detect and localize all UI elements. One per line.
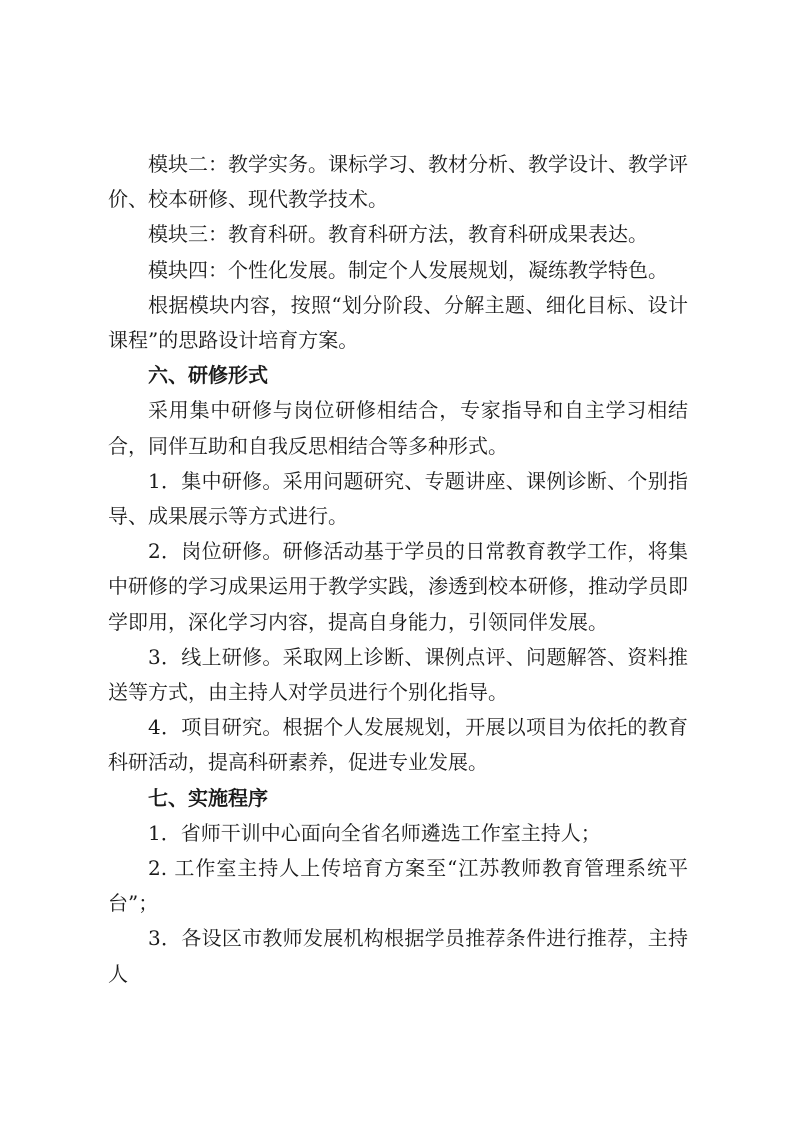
- paragraph-step-3: 3．各设区市教师发展机构根据学员推荐条件进行推荐，主持人: [108, 926, 688, 986]
- section-heading-implementation: 七、实施程序: [148, 785, 268, 810]
- paragraph-step-2: 2. 工作室主持人上传培育方案至“江苏教师教育管理系统平台”；: [108, 856, 688, 916]
- paragraph-module-3: 模块三：教育科研。教育科研方法，教育科研成果表达。: [148, 222, 648, 247]
- section-heading-training-forms: 六、研修形式: [148, 363, 268, 388]
- paragraph-centralized-training: 1．集中研修。采用问题研究、专题讲座、课例诊断、个别指导、成果展示等方式进行。: [108, 468, 688, 529]
- document-body: [108, 147, 688, 992]
- paragraph-module-2: 模块二：教学实务。课标学习、教材分析、教学设计、教学评价、校本研修、现代教学技术。: [108, 152, 688, 212]
- paragraph-step-1: 1．省师干训中心面向全省名师遴选工作室主持人；: [148, 820, 601, 845]
- paragraph-onsite-training: 2．岗位研修。研修活动基于学员的日常教育教学工作，将集中研修的学习成果运用于教学实践，渗透到校本研修，推动学员即学即用，深化学习内容，提高自身能力，引领同伴发展。: [108, 539, 688, 634]
- paragraph-design-approach: 根据模块内容，按照“划分阶段、分解主题、细化目标、设计课程”的思路设计培育方案。: [108, 292, 688, 353]
- paragraph-training-forms-intro: 采用集中研修与岗位研修相结合，专家指导和自主学习相结合，同伴互助和自我反思相结合等多种形式。: [108, 398, 688, 458]
- paragraph-project-research: 4．项目研究。根据个人发展规划，开展以项目为依托的教育科研活动，提高科研素养，促进专业发展。: [108, 715, 688, 775]
- paragraph-online-training: 3．线上研修。采取网上诊断、课例点评、问题解答、资料推送等方式，由主持人对学员进行个别化指导。: [108, 644, 688, 705]
- paragraph-module-4: 模块四：个性化发展。制定个人发展规划，凝练教学特色。: [148, 257, 668, 282]
